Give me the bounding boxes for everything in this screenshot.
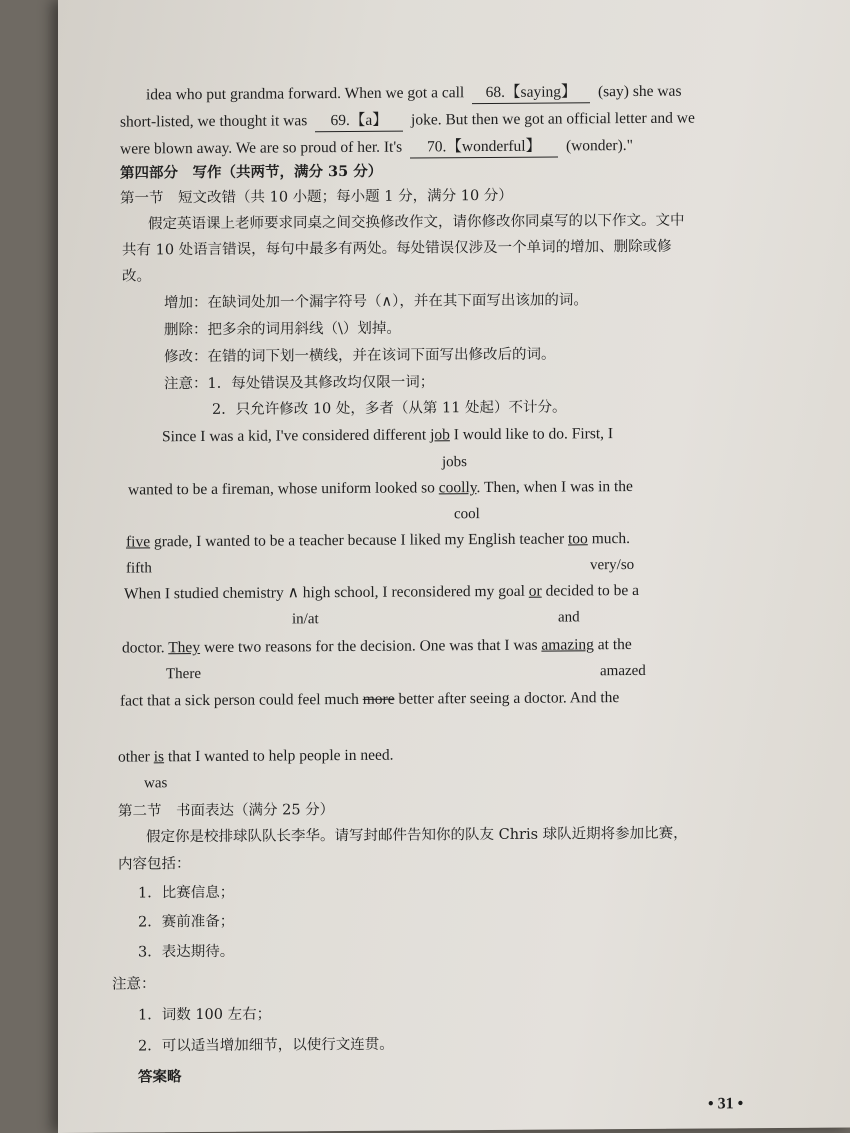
essay-text: fact that a sick person could feel much [120, 690, 363, 710]
note-label: 注意： [112, 976, 156, 993]
essay-line-7 [118, 746, 394, 768]
correction: jobs [442, 454, 468, 471]
correction: amazed [600, 662, 646, 680]
error-word: five [126, 533, 151, 551]
part1-title: 第一节 短文改错（共 10 小题；每小题 1 分，满分 10 分） [120, 187, 513, 207]
essay-line-3 [126, 529, 630, 553]
deleted-word: more [362, 690, 395, 708]
line-text: idea who put grandma forward. When we got a call [146, 84, 465, 104]
passage-line-1 [146, 82, 681, 107]
essay-text: doctor. [122, 639, 169, 657]
instruction-line: 内容包括： [118, 856, 191, 873]
correction: and [558, 609, 580, 626]
essay-text: When I studied chemistry ∧ high school, I reconsidered my goal [124, 582, 529, 603]
correction: very/so [590, 556, 635, 574]
note-2: 2．只允许修改 10 处，多者（从第 11 处起）不计分。 [212, 399, 567, 418]
error-word: amazing [541, 636, 594, 654]
rule-add: 增加：在缺词处加一个漏字符号（∧），并在其下面写出该加的词。 [164, 292, 588, 312]
answer-blank-68: 68.【saying】 [472, 82, 590, 104]
passage-line-3 [120, 136, 633, 161]
essay-line-5 [122, 635, 632, 659]
line-text: short-listed, we thought it was [120, 112, 308, 131]
correction: in/at [292, 611, 319, 628]
error-word: or [528, 582, 542, 600]
section-title: 第四部分 写作（共两节，满分 35 分） [120, 162, 383, 182]
essay-text: Since I was a kid, I've considered different [162, 426, 431, 446]
rule-modify: 修改：在错的词下划一横线，并在该词下面写出修改后的词。 [164, 346, 556, 366]
part2-title: 第二节 书面表达（满分 25 分） [118, 802, 335, 820]
note-item: 2．可以适当增加细节，以使行文连贯。 [138, 1036, 394, 1055]
essay-text: that I wanted to help people in need. [164, 746, 394, 766]
note-item: 1．词数 100 左右； [138, 1006, 272, 1024]
page-number: • 31 • [708, 1095, 744, 1113]
answer-note: 答案略 [138, 1068, 182, 1086]
essay-text: were two reasons for the decision. One was that I was [200, 636, 542, 657]
essay-text: much. [587, 530, 630, 548]
essay-text: at the [593, 635, 632, 654]
content-item: 2．赛前准备； [138, 913, 235, 931]
correction: cool [454, 506, 480, 523]
line-text: (say) she was [597, 82, 682, 101]
line-text: were blown away. We are so proud of her. It's [120, 138, 403, 158]
answer-blank-69: 69.【a】 [315, 111, 403, 133]
line-text: joke. But then we got an official letter and we [411, 109, 695, 129]
note-1: 注意：1．每处错误及其修改均仅限一词； [164, 374, 435, 393]
correction: fifth [126, 560, 152, 577]
instruction-line: 共有 10 处语言错误，每句中最多有两处。每处错误仅涉及一个单词的增加、删除或修 [122, 238, 672, 259]
essay-text: I would like to do. First, I [449, 425, 614, 444]
essay-text: grade, I wanted to be a teacher because I liked my English teacher [150, 530, 568, 551]
passage-line-2 [120, 109, 695, 134]
essay-text: other [118, 748, 154, 766]
error-word: coolly [438, 479, 477, 497]
instruction-line: 假定你是校排球队队长李华。请写封邮件告知你的队友 Chris 球队近期将参加比赛， [146, 825, 688, 846]
error-word: job [430, 426, 450, 444]
essay-text: decided to be a [541, 581, 639, 600]
essay-line-4 [124, 581, 639, 605]
content-item: 3．表达期待。 [138, 943, 235, 961]
book-page [58, 0, 850, 1133]
instruction-line: 假定英语课上老师要求同桌之间交换修改作文，请你修改你同桌写的以下作文。文中 [148, 212, 685, 233]
error-word: They [168, 639, 201, 657]
essay-line-1 [162, 424, 613, 447]
essay-text: . Then, when I was in the [476, 477, 633, 497]
essay-line-6 [120, 688, 619, 711]
rule-delete: 删除：把多余的词用斜线（\）划掉。 [164, 320, 401, 339]
correction: was [144, 775, 168, 792]
correction: There [166, 666, 201, 683]
error-word: is [153, 748, 165, 766]
essay-text: wanted to be a fireman, whose uniform looked so [128, 479, 439, 499]
error-word: too [568, 530, 588, 548]
instruction-line: 改。 [122, 268, 151, 285]
content-item: 1．比赛信息； [138, 884, 235, 902]
answer-blank-70: 70.【wonderful】 [410, 137, 558, 159]
essay-text: better after seeing a doctor. And the [394, 689, 620, 708]
essay-line-2 [128, 477, 633, 501]
line-text: (wonder)." [565, 136, 633, 155]
